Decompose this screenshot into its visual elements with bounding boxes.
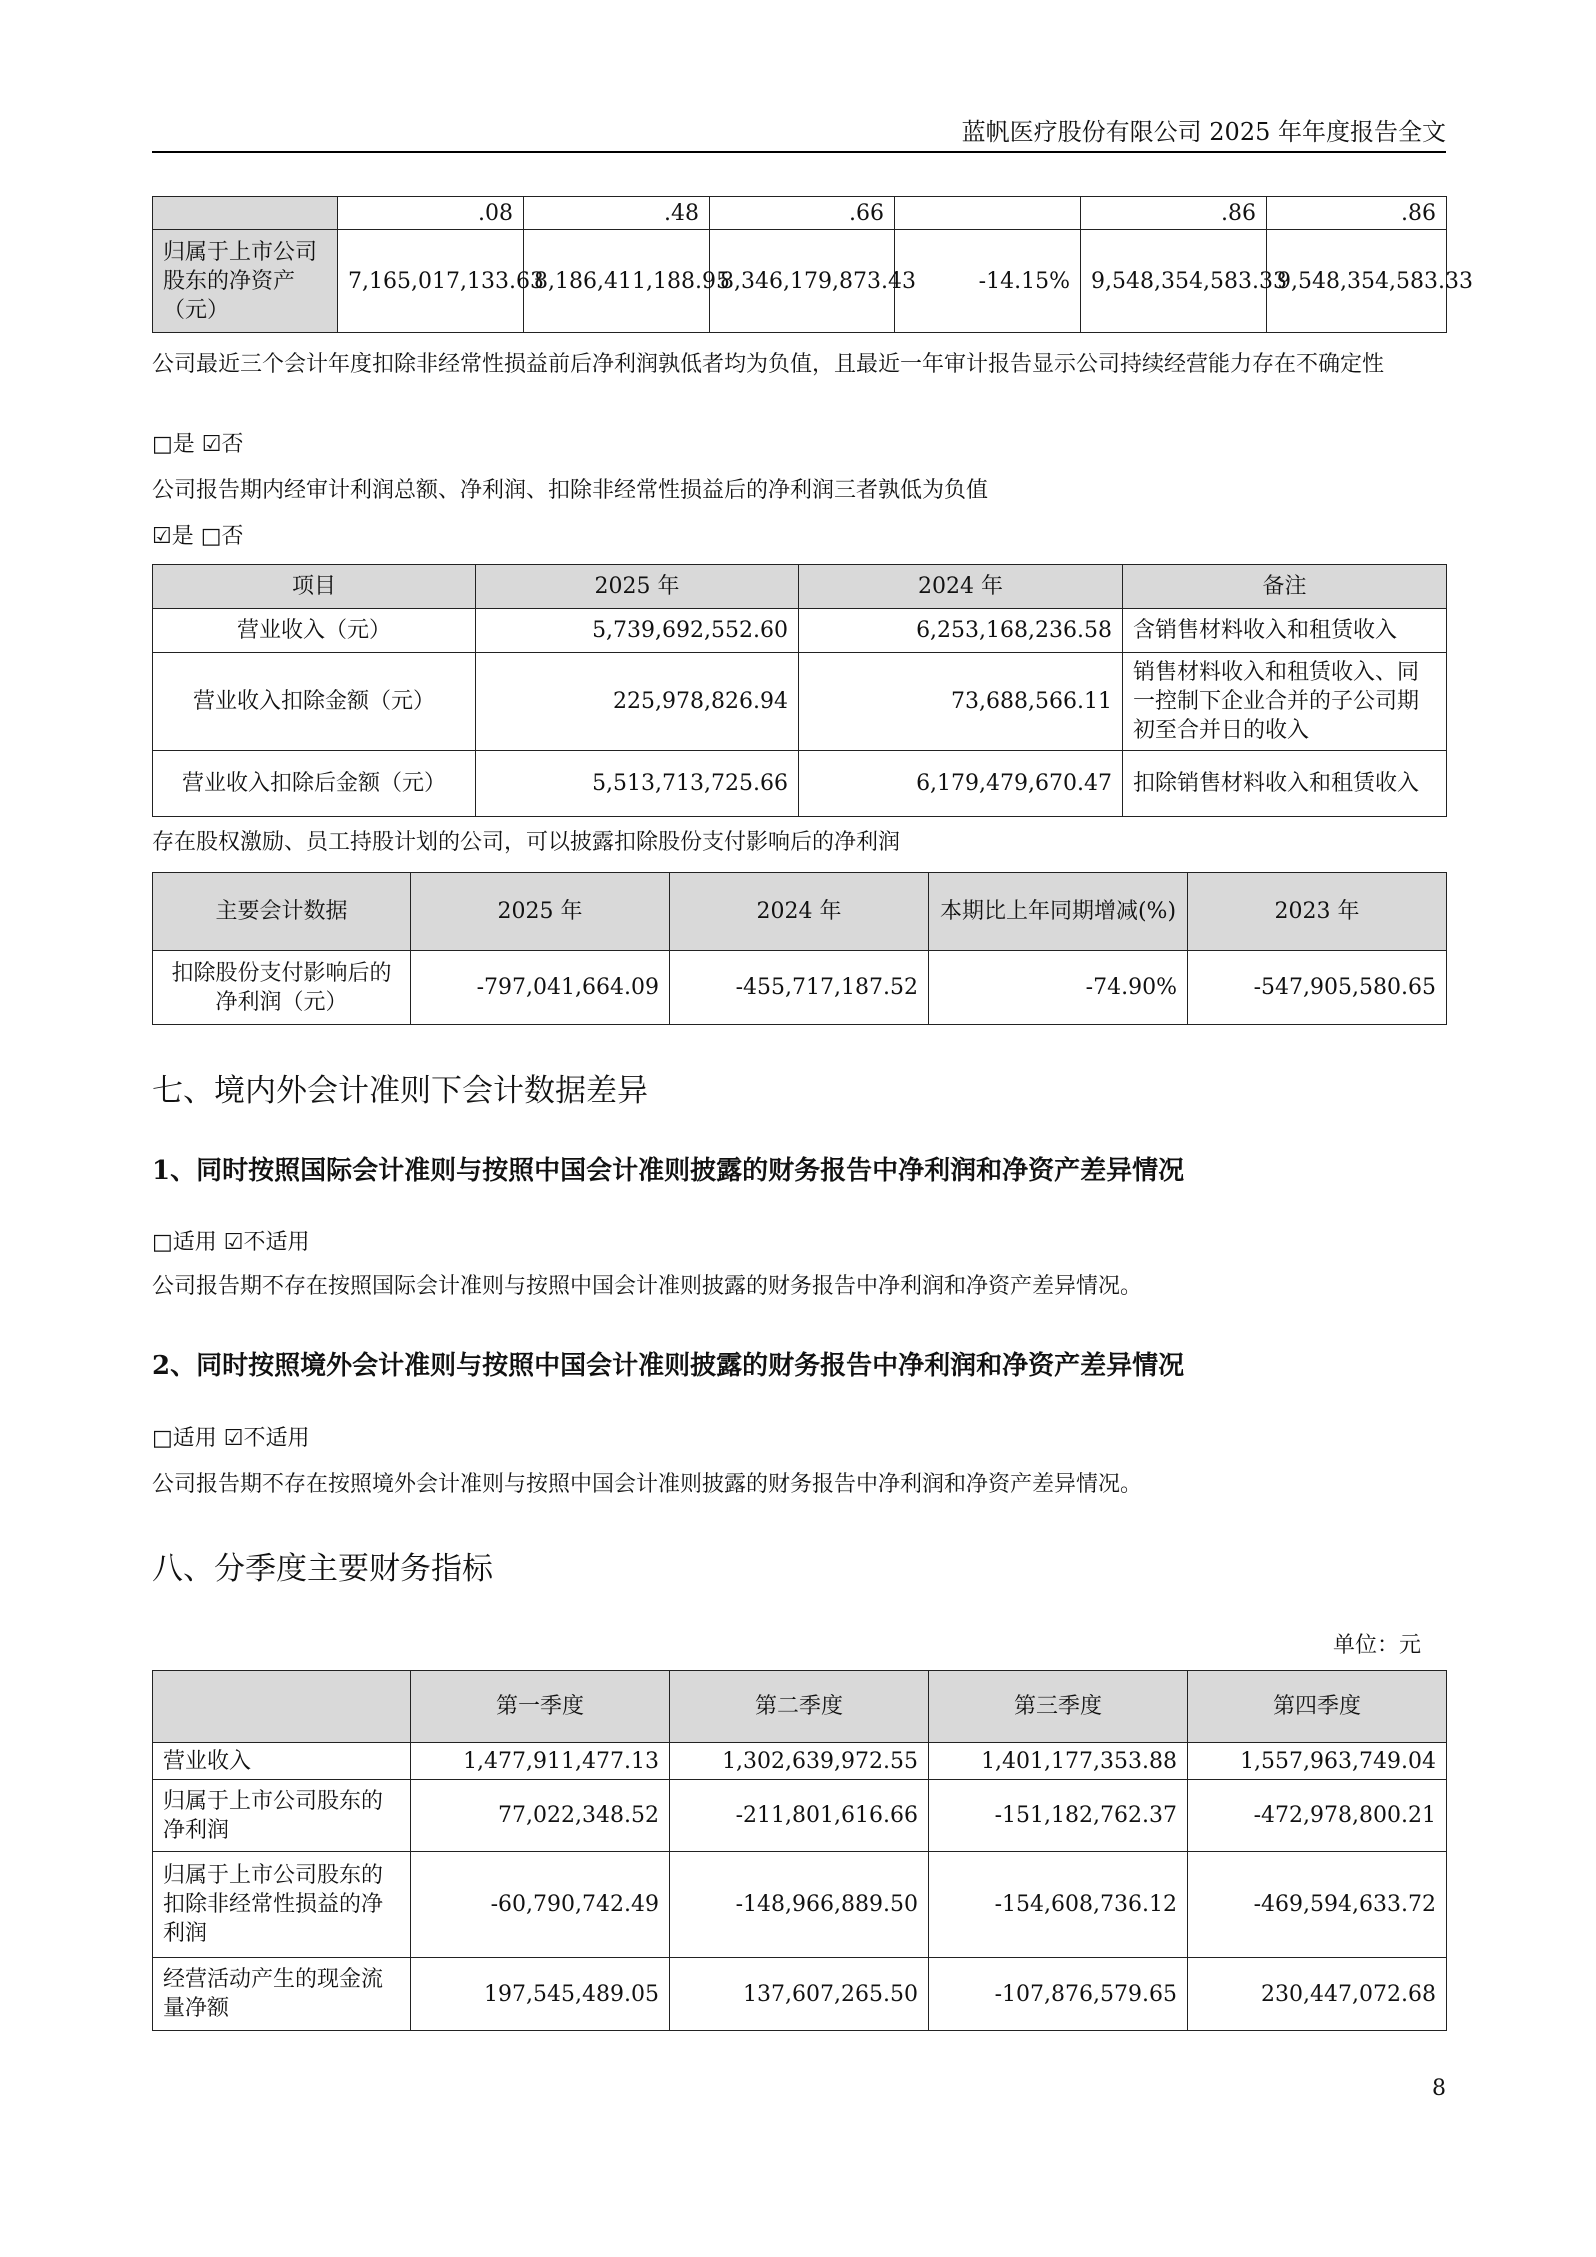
section-7-2-text: 公司报告期不存在按照境外会计准则与按照中国会计准则披露的财务报告中净利润和净资产差异情况。 [152, 1472, 1143, 1497]
column-header: 第二季度 [670, 1671, 929, 1743]
table-cell: 8,186,411,188.95 [524, 230, 710, 333]
table-cell: 8,346,179,873.43 [710, 230, 895, 333]
table-cell: 含销售材料收入和租赁收入 [1123, 609, 1447, 653]
share-payment-note: 存在股权激励、员工持股计划的公司，可以披露扣除股份支付影响后的净利润 [152, 830, 901, 855]
table-cell: -107,876,579.65 [929, 1958, 1188, 2031]
table-cell: -547,905,580.65 [1188, 951, 1447, 1025]
table-cell: 6,179,479,670.47 [799, 751, 1123, 817]
section-7-title: 七、境内外会计准则下会计数据差异 [152, 1073, 648, 1109]
negative-profit-question: 公司报告期内经审计利润总额、净利润、扣除非经常性损益后的净利润三者孰低为负值 [152, 478, 989, 503]
table-cell: .86 [1267, 197, 1447, 230]
report-header: 蓝帆医疗股份有限公司 2025 年年度报告全文 [961, 118, 1446, 146]
table-cell: .86 [1081, 197, 1267, 230]
going-concern-options: □是 ☑否 [152, 432, 244, 457]
table-cell: -151,182,762.37 [929, 1780, 1188, 1852]
column-header: 本期比上年同期增减(%) [929, 873, 1188, 951]
row-label: 归属于上市公司股东的净资产（元） [153, 230, 338, 333]
table-row [153, 1743, 1447, 1780]
column-header: 主要会计数据 [153, 873, 411, 951]
table-header-row [153, 873, 1447, 951]
table-cell: 1,477,911,477.13 [411, 1743, 670, 1780]
section-7-1-text: 公司报告期不存在按照国际会计准则与按照中国会计准则披露的财务报告中净利润和净资产差异情况。 [152, 1274, 1143, 1299]
column-header: 第四季度 [1188, 1671, 1447, 1743]
row-label: 扣除股份支付影响后的净利润（元） [153, 951, 411, 1025]
table-cell: .66 [710, 197, 895, 230]
row-label: 经营活动产生的现金流量净额 [153, 1958, 411, 2031]
table-cell: -211,801,616.66 [670, 1780, 929, 1852]
negative-profit-options: ☑是 □否 [152, 524, 244, 549]
row-label: 归属于上市公司股东的净利润 [153, 1780, 411, 1852]
column-header: 2025 年 [411, 873, 670, 951]
table-cell: -14.15% [895, 230, 1081, 333]
table-cell: 9,548,354,583.33 [1267, 230, 1447, 333]
header-divider [152, 151, 1446, 153]
table-cell: 5,739,692,552.60 [476, 609, 799, 653]
table-cell: 7,165,017,133.63 [338, 230, 524, 333]
table-cell: 5,513,713,725.66 [476, 751, 799, 817]
table-row [153, 751, 1447, 817]
section-7-2-title: 2、同时按照境外会计准则与按照中国会计准则披露的财务报告中净利润和净资产差异情况 [152, 1351, 1185, 1381]
table-cell: 9,548,354,583.33 [1081, 230, 1267, 333]
going-concern-question: 公司最近三个会计年度扣除非经常性损益前后净利润孰低者均为负值，且最近一年审计报告显示公司持续经营能力存在不确定性 [152, 352, 1385, 377]
table-cell: .48 [524, 197, 710, 230]
table-cell: 230,447,072.68 [1188, 1958, 1447, 2031]
table-row [153, 1780, 1447, 1852]
section-7-1-title: 1、同时按照国际会计准则与按照中国会计准则披露的财务报告中净利润和净资产差异情况 [152, 1156, 1185, 1186]
table-cell [895, 197, 1081, 230]
table-cell: .08 [338, 197, 524, 230]
row-label: 营业收入 [153, 1743, 411, 1780]
unit-label: 单位：元 [1332, 1633, 1421, 1658]
table-cell: -455,717,187.52 [670, 951, 929, 1025]
quarterly-table [152, 1670, 1447, 2031]
column-header: 项目 [153, 565, 476, 609]
table-cell: 1,401,177,353.88 [929, 1743, 1188, 1780]
table-row [153, 951, 1447, 1025]
page-number: 8 [1432, 2076, 1446, 2101]
table-row [153, 230, 1447, 333]
table-cell: 1,557,963,749.04 [1188, 1743, 1447, 1780]
column-header: 2024 年 [799, 565, 1123, 609]
column-header: 2025 年 [476, 565, 799, 609]
table-cell: 225,978,826.94 [476, 653, 799, 751]
column-header: 2023 年 [1188, 873, 1447, 951]
share-payment-table [152, 872, 1447, 1025]
row-label: 归属于上市公司股东的扣除非经常性损益的净利润 [153, 1852, 411, 1958]
table-cell: -797,041,664.09 [411, 951, 670, 1025]
table-row [153, 609, 1447, 653]
table-cell: 6,253,168,236.58 [799, 609, 1123, 653]
table-cell: 197,545,489.05 [411, 1958, 670, 2031]
row-label: 营业收入扣除金额（元） [153, 653, 476, 751]
revenue-deduction-table [152, 564, 1447, 817]
table-cell: 137,607,265.50 [670, 1958, 929, 2031]
table-cell [153, 197, 338, 230]
column-header: 备注 [1123, 565, 1447, 609]
table-cell: -148,966,889.50 [670, 1852, 929, 1958]
column-header [153, 1671, 411, 1743]
table-cell: -60,790,742.49 [411, 1852, 670, 1958]
table-cell: 1,302,639,972.55 [670, 1743, 929, 1780]
table-row [153, 1958, 1447, 2031]
row-label: 营业收入扣除后金额（元） [153, 751, 476, 817]
table-row [153, 197, 1447, 230]
table-cell: -74.90% [929, 951, 1188, 1025]
table-cell: 77,022,348.52 [411, 1780, 670, 1852]
net-assets-table [152, 196, 1473, 333]
table-header-row [153, 1671, 1447, 1743]
section-7-1-options: □适用 ☑不适用 [152, 1230, 310, 1255]
table-row [153, 653, 1447, 751]
table-cell: -472,978,800.21 [1188, 1780, 1447, 1852]
table-cell: -469,594,633.72 [1188, 1852, 1447, 1958]
table-cell: 销售材料收入和租赁收入、同一控制下企业合并的子公司期初至合并日的收入 [1123, 653, 1447, 751]
table-cell: 扣除销售材料收入和租赁收入 [1123, 751, 1447, 817]
section-8-title: 八、分季度主要财务指标 [152, 1551, 493, 1587]
column-header: 第三季度 [929, 1671, 1188, 1743]
column-header: 2024 年 [670, 873, 929, 951]
row-label: 营业收入（元） [153, 609, 476, 653]
table-header-row [153, 565, 1447, 609]
section-7-2-options: □适用 ☑不适用 [152, 1426, 310, 1451]
column-header: 第一季度 [411, 1671, 670, 1743]
table-cell: 73,688,566.11 [799, 653, 1123, 751]
table-row [153, 1852, 1447, 1958]
table-cell: -154,608,736.12 [929, 1852, 1188, 1958]
